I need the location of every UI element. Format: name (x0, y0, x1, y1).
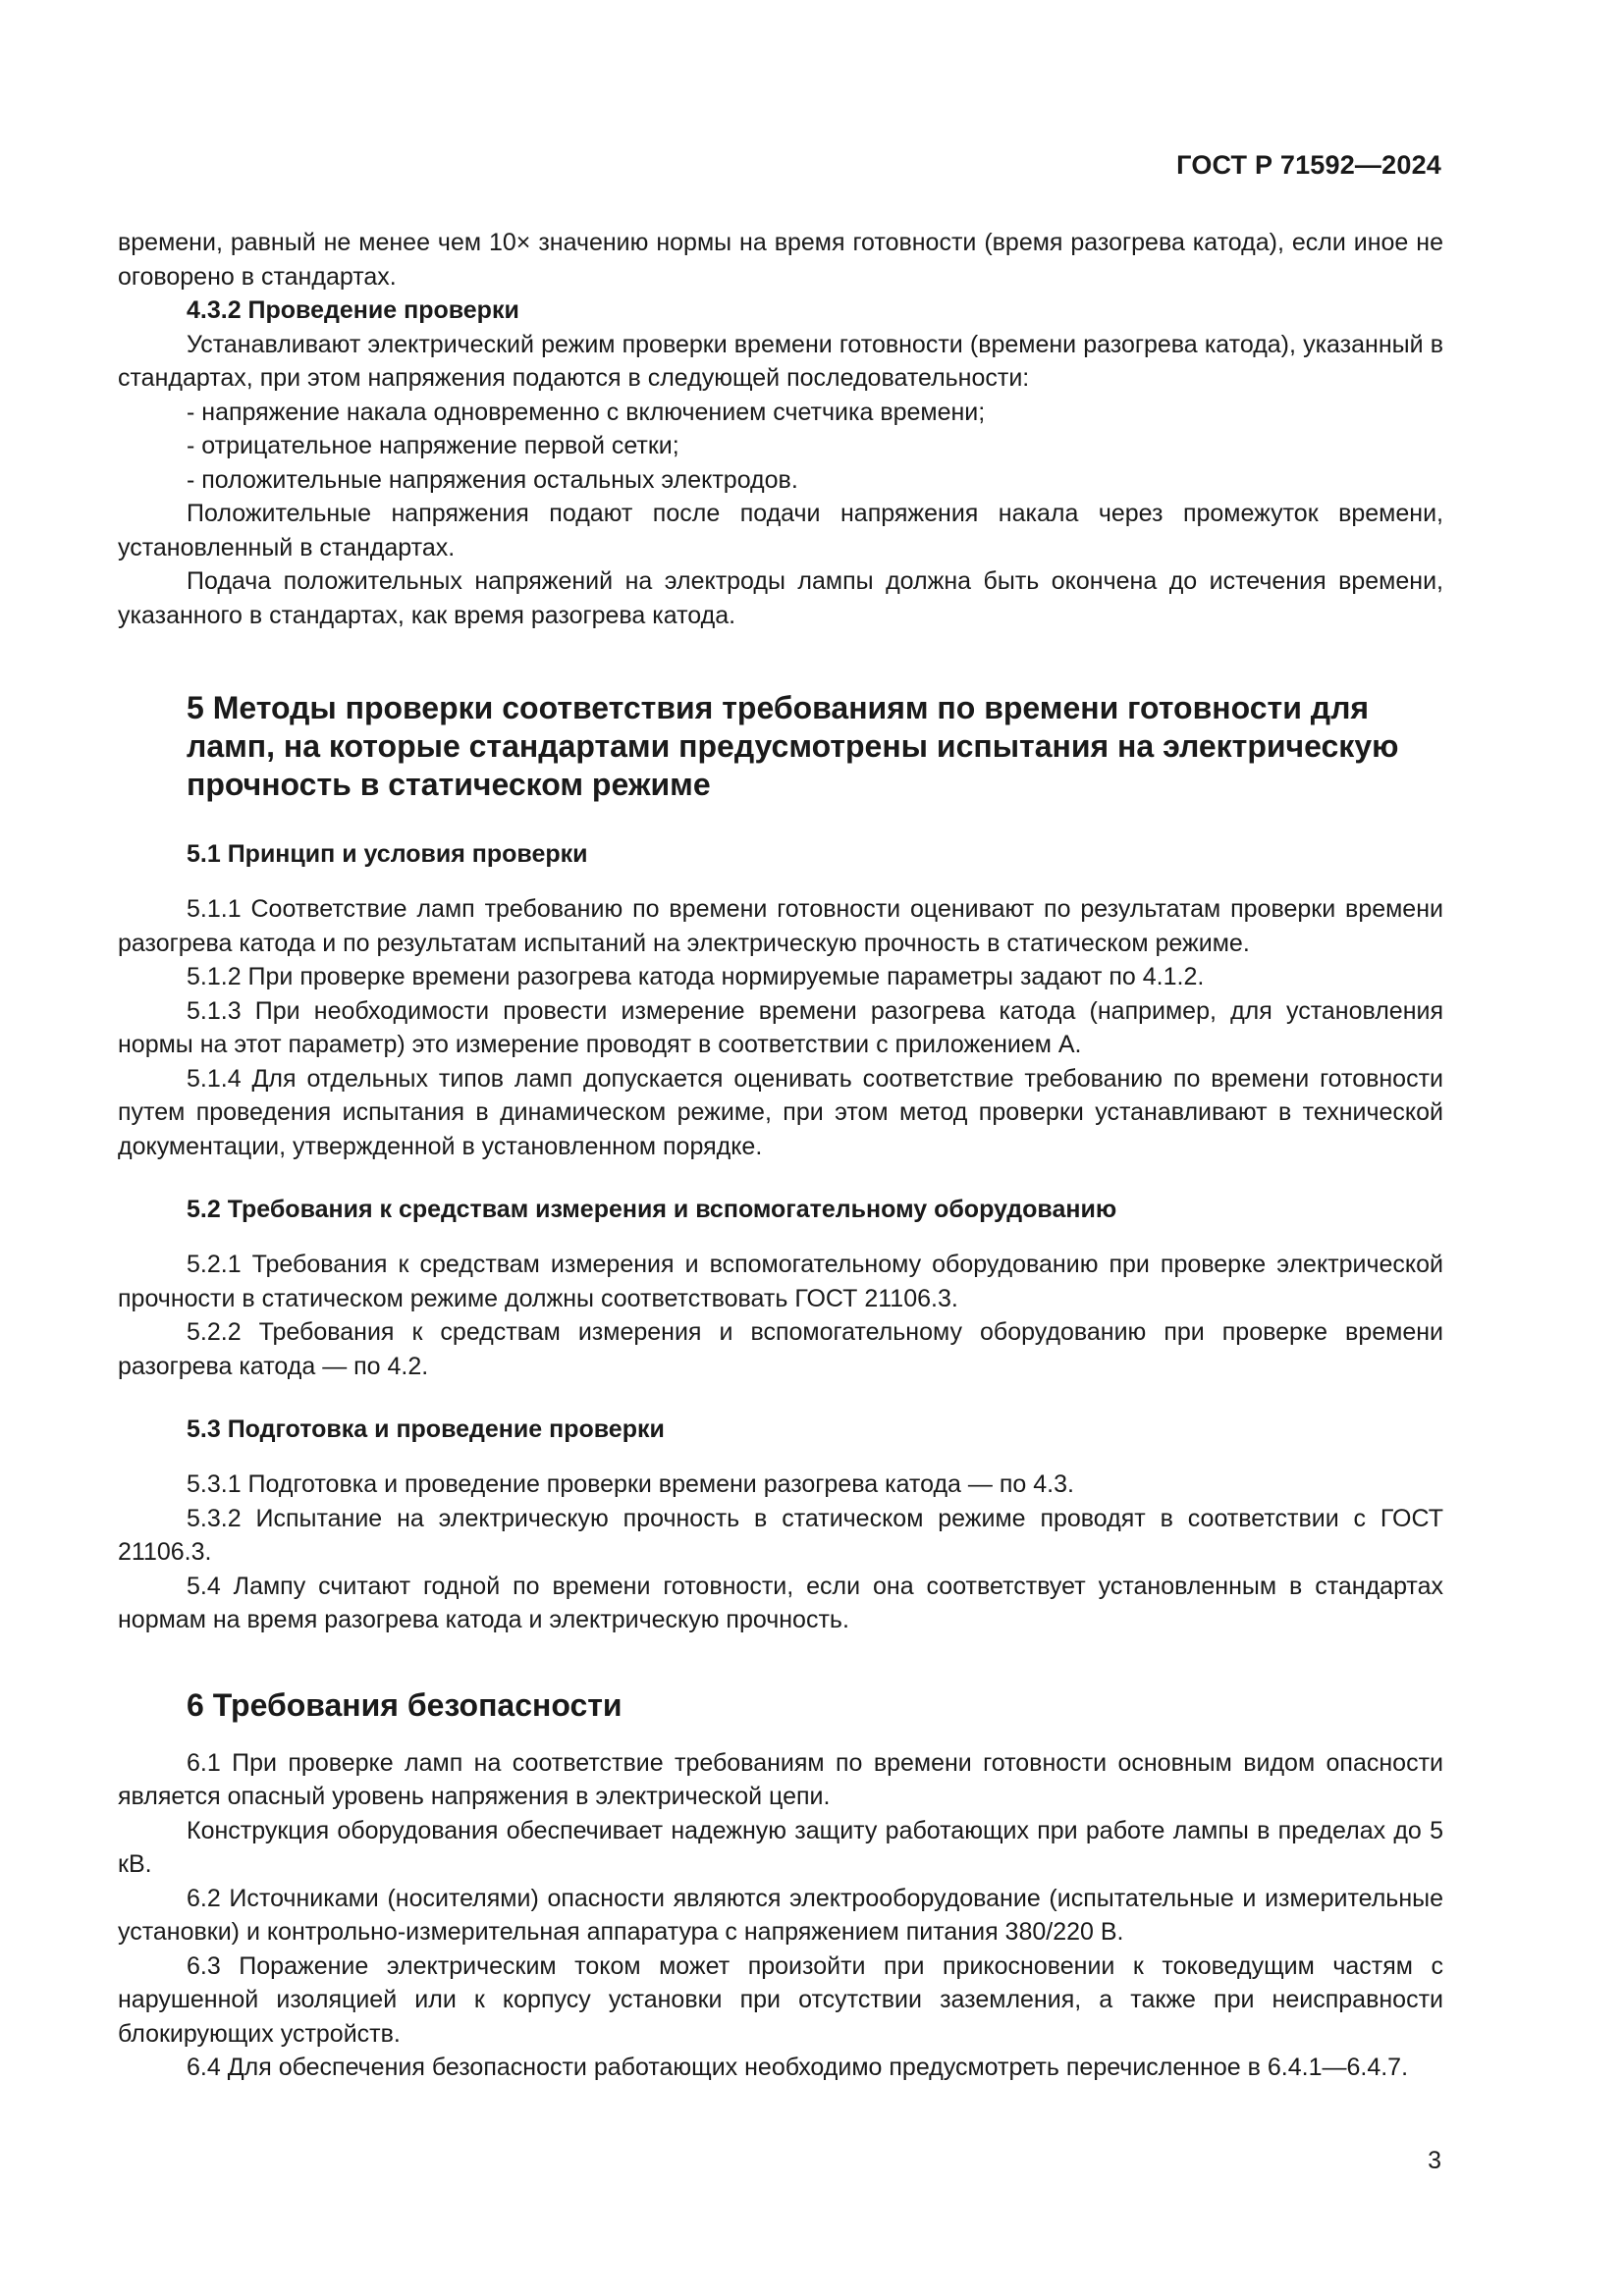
paragraph-5-4: 5.4 Лампу считают годной по времени готовности, если она соответствует установленным в стандартах нормам на время разогрева катода и электрическую прочность. (118, 1572, 1443, 1633)
subsection-heading-5-2: 5.2 Требования к средствам измерения и вспомогательному оборудованию (187, 1196, 1117, 1223)
clause-heading-4-3-2: 4.3.2 Проведение проверки (187, 296, 519, 324)
page-number: 3 (1428, 2147, 1441, 2174)
paragraph-5-2-2: 5.2.2 Требования к средствам измерения и вспомогательному оборудованию при проверке времени разогрева катода — по 4.2. (118, 1318, 1443, 1380)
paragraph-mode-setting: Устанавливают электрический режим проверки времени готовности (времени разогрева катода), указанный в стандартах, при этом напряжения подаются в следующей последовательности: (118, 330, 1443, 392)
paragraph-6-4: 6.4 Для обеспечения безопасности работающих необходимо предусмотреть перечисленное в 6.4.1—6.4.7. (187, 2054, 1409, 2081)
subsection-heading-5-3: 5.3 Подготовка и проведение проверки (187, 1415, 665, 1443)
list-item-electrode-voltages: - положительные напряжения остальных электродов. (187, 465, 798, 494)
paragraph-6-3: 6.3 Поражение электрическим током может произойти при прикосновении к токоведущим частям с нарушенной изоляцией или к корпусу установки при отсутствии заземления, а также при неисправности блокирующих устройств. (118, 1951, 1443, 2048)
list-item-grid-voltage: - отрицательное напряжение первой сетки; (187, 432, 679, 459)
paragraph-voltage-completion: Подача положительных напряжений на электроды лампы должна быть окончена до истечения времени, указанного в стандартах, как время разогрева катода. (118, 567, 1443, 629)
paragraph-time-interval: времени, равный не менее чем 10× значению нормы на время готовности (время разогрева катода), если иное не оговорено в стандартах. (118, 229, 1443, 291)
paragraph-5-1-1: 5.1.1 Соответствие ламп требованию по времени готовности оценивают по результатам проверки времени разогрева катода и по результатам испытаний на электрическую прочность в статическом режиме. (118, 895, 1443, 957)
document-body (118, 226, 1443, 2085)
paragraph-5-3-2: 5.3.2 Испытание на электрическую прочность в статическом режиме проводят в соответствии с ГОСТ 21106.3. (118, 1504, 1443, 1566)
subsection-heading-5-1: 5.1 Принцип и условия проверки (187, 840, 588, 868)
paragraph-5-1-2: 5.1.2 При проверке времени разогрева катода нормируемые параметры задают по 4.1.2. (187, 963, 1205, 990)
paragraph-5-1-4: 5.1.4 Для отдельных типов ламп допускается оценивать соответствие требованию по времени готовности путем проведения испытания в динамическом режиме, при этом метод проверки устанавливают в технической документации, утвержденной в установленном порядке. (118, 1064, 1443, 1160)
section-heading-5: 5 Методы проверки соответствия требованиям по времени готовности для ламп, на которые стандартами предусмотрены испытания на электрическую прочность в статическом режиме (187, 690, 1399, 802)
section-heading-6: 6 Требования безопасности (187, 1686, 623, 1723)
paragraph-equipment-protection: Конструкция оборудования обеспечивает надежную защиту работающих при работе лампы в пределах до 5 кВ. (118, 1816, 1443, 1878)
paragraph-5-1-3: 5.1.3 При необходимости провести измерение времени разогрева катода (например, для установления нормы на этот параметр) это измерение проводят в соответствии с приложением А. (118, 996, 1443, 1058)
paragraph-6-2: 6.2 Источниками (носителями) опасности являются электрооборудование (испытательные и измерительные установки) и контрольно-измерительная аппаратура с напряжением питания 380/220 В. (118, 1884, 1443, 1946)
paragraph-5-3-1: 5.3.1 Подготовка и проведение проверки времени разогрева катода — по 4.3. (187, 1470, 1074, 1498)
standard-code-header: ГОСТ Р 71592—2024 (1176, 150, 1441, 180)
paragraph-positive-voltages: Положительные напряжения подают после подачи напряжения накала через промежуток времени, установленный в стандартах. (118, 500, 1443, 561)
paragraph-5-2-1: 5.2.1 Требования к средствам измерения и вспомогательному оборудованию при проверке электрической прочности в статическом режиме должны соответствовать ГОСТ 21106.3. (118, 1251, 1443, 1312)
list-item-heater-voltage: - напряжение накала одновременно с включением счетчика времени; (187, 398, 986, 426)
paragraph-6-1: 6.1 При проверке ламп на соответствие требованиям по времени готовности основным видом опасности является опасный уровень напряжения в электрической цепи. (118, 1748, 1443, 1810)
